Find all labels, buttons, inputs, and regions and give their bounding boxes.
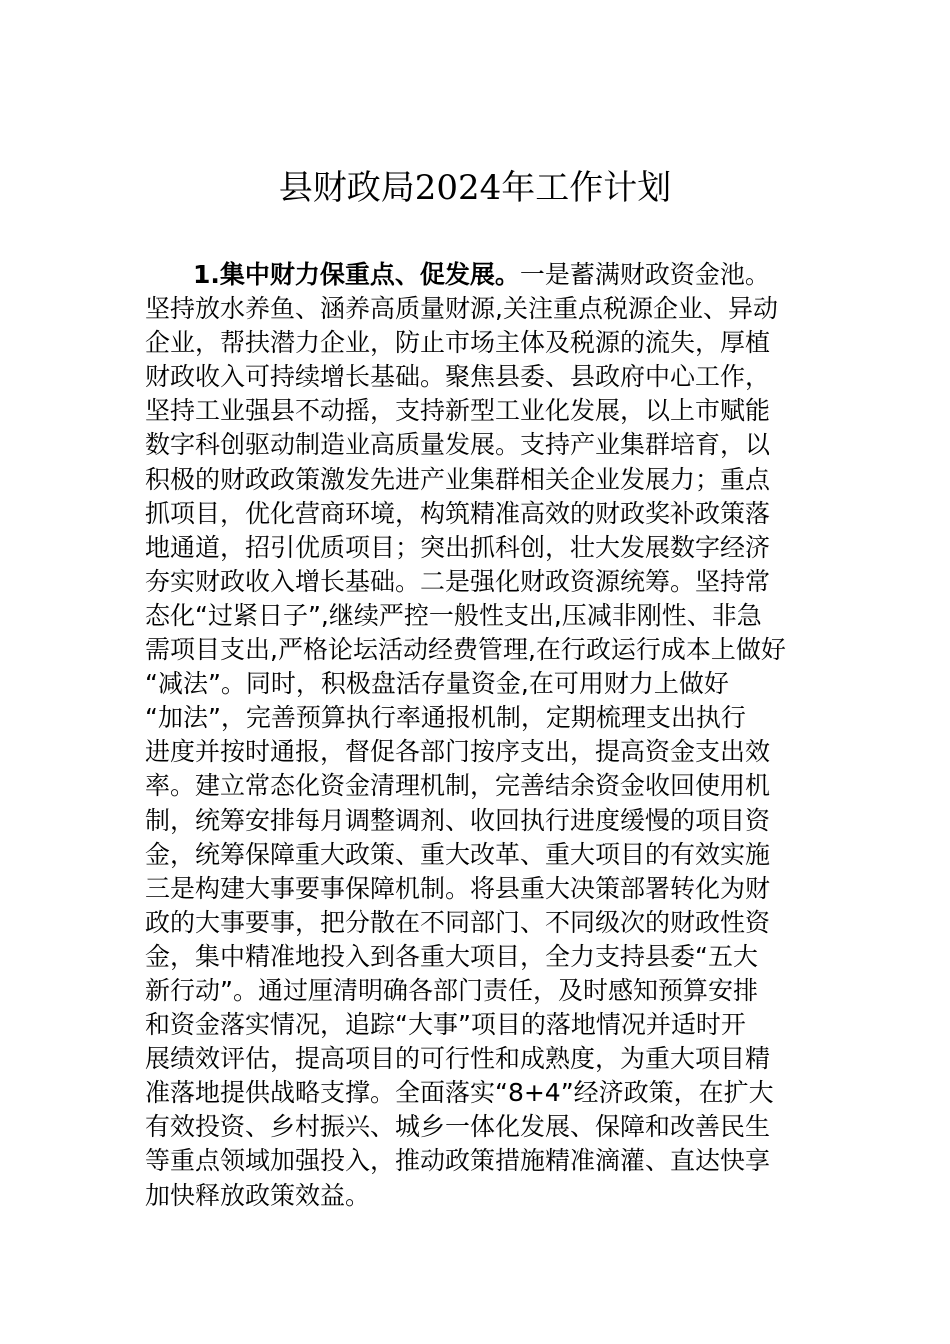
paragraph-line: 三是构建大事要事保障机制。将县重大决策部署转化为财: [145, 873, 771, 903]
document-title: 县财政局2024年工作计划: [278, 168, 672, 208]
paragraph-line: 等重点领域加强投入，推动政策措施精准滴灌、直达快享: [145, 1146, 771, 1176]
paragraph-line: 积极的财政政策激发先进产业集群相关企业发展力；重点: [145, 464, 771, 494]
paragraph-line: 进度并按时通报，督促各部门按序支出，提高资金支出效: [145, 737, 771, 767]
paragraph-line: 加快释放政策效益。: [145, 1180, 371, 1210]
paragraph-line: 数字科创驱动制造业高质量发展。支持产业集群培育，以: [145, 430, 771, 460]
paragraph-line: 企业，帮扶潜力企业，防止市场主体及税源的流失，厚植: [145, 328, 771, 358]
paragraph-line: 财政收入可持续增长基础。聚焦县委、县政府中心工作，: [145, 362, 771, 392]
paragraph-line: 夯实财政收入增长基础。二是强化财政资源统筹。坚持常: [145, 566, 771, 596]
paragraph-line: 金，集中精准地投入到各重大项目，全力支持县委“五大: [145, 941, 758, 971]
paragraph-line: 和资金落实情况，追踪“大事”项目的落地情况并适时开: [145, 1010, 746, 1040]
paragraph-line: “加法”，完善预算执行率通报机制，定期梳理支出执行: [145, 703, 746, 733]
first-line-text: 一是蓄满财政资金池。: [519, 260, 770, 289]
paragraph-first-line: [145, 258, 805, 292]
paragraph-line: 地通道，招引优质项目；突出抓科创，壮大发展数字经济: [145, 532, 771, 562]
paragraph-line: 态化“过紧日子”,继续严控一般性支出,压减非刚性、非急: [145, 600, 762, 630]
paragraph-line: 展绩效评估，提高项目的可行性和成熟度，为重大项目精: [145, 1044, 771, 1074]
paragraph-line: 准落地提供战略支撑。全面落实“8+4”经济政策，在扩大: [145, 1078, 774, 1108]
paragraph-line: “减法”。同时，积极盘活存量资金,在可用财力上做好: [145, 669, 729, 699]
paragraph-line: 政的大事要事，把分散在不同部门、不同级次的财政性资: [145, 907, 771, 937]
paragraph-line: 坚持工业强县不动摇，支持新型工业化发展，以上市赋能: [145, 396, 771, 426]
paragraph-line: 抓项目，优化营商环境，构筑精准高效的财政奖补政策落: [145, 498, 771, 528]
paragraph-line: 率。建立常态化资金清理机制，完善结余资金收回使用机: [145, 771, 771, 801]
paragraph-line: 制，统筹安排每月调整调剂、收回执行进度缓慢的项目资: [145, 805, 771, 835]
section-heading: 1.集中财力保重点、促发展。: [193, 260, 520, 289]
body-paragraph: [145, 258, 805, 1213]
paragraph-line: 金，统筹保障重大政策、重大改革、重大项目的有效实施: [145, 839, 771, 869]
paragraph-line: 坚持放水养鱼、涵养高质量财源,关注重点税源企业、异动: [145, 294, 778, 324]
paragraph-line: 有效投资、乡村振兴、城乡一体化发展、保障和改善民生: [145, 1112, 771, 1142]
paragraph-line: 新行动”。通过厘清明确各部门责任，及时感知预算安排: [145, 975, 758, 1005]
paragraph-line: 需项目支出,严格论坛活动经费管理,在行政运行成本上做好: [145, 635, 786, 665]
